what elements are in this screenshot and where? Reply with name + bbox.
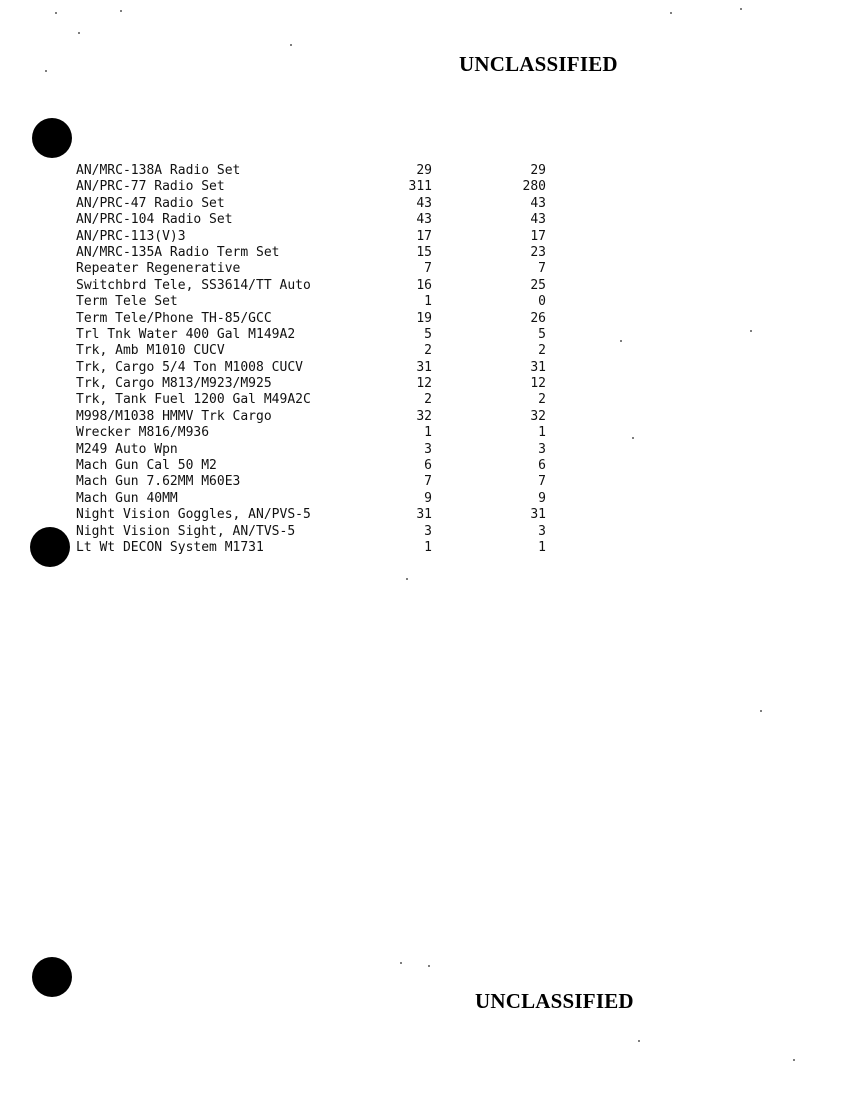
quantity-first: 12 (416, 376, 432, 392)
list-item (76, 524, 556, 540)
quantity-second: 17 (530, 228, 546, 244)
list-item (76, 311, 556, 327)
quantity-second: 280 (522, 179, 546, 195)
quantity-first: 1 (424, 425, 432, 441)
quantity-first: 19 (416, 310, 432, 326)
list-item (76, 491, 556, 507)
list-item (76, 179, 556, 195)
list-item (76, 196, 556, 212)
quantity-first: 16 (416, 277, 432, 293)
item-name: Wrecker M816/M936 (76, 425, 210, 441)
quantity-first: 7 (424, 474, 432, 490)
list-item (76, 212, 556, 228)
list-item (76, 327, 556, 343)
quantity-first: 17 (416, 228, 432, 244)
scan-speck (120, 10, 122, 12)
scan-speck (670, 12, 672, 14)
equipment-list (76, 163, 556, 556)
quantity-second: 1 (538, 539, 546, 555)
scan-speck (55, 12, 57, 14)
classification-marking-top: UNCLASSIFIED (459, 52, 618, 76)
quantity-second: 3 (538, 441, 546, 457)
list-item (76, 376, 556, 392)
list-item (76, 294, 556, 310)
item-name: Night Vision Sight, AN/TVS-5 (76, 523, 296, 539)
scan-speck (406, 578, 408, 580)
quantity-first: 3 (424, 441, 432, 457)
quantity-second: 12 (530, 376, 546, 392)
quantity-first: 2 (424, 392, 432, 408)
punch-hole-top (32, 118, 72, 158)
quantity-second: 31 (530, 359, 546, 375)
quantity-second: 43 (530, 212, 546, 228)
quantity-first: 2 (424, 343, 432, 359)
quantity-first: 29 (416, 163, 432, 178)
scan-speck (290, 44, 292, 46)
quantity-second: 31 (530, 507, 546, 523)
item-name: Trl Tnk Water 400 Gal M149A2 (76, 326, 296, 342)
quantity-second: 7 (538, 261, 546, 277)
scan-speck (793, 1059, 795, 1061)
list-item (76, 474, 556, 490)
quantity-first: 1 (424, 539, 432, 555)
item-name: Mach Gun Cal 50 M2 (76, 458, 217, 474)
item-name: Night Vision Goggles, AN/PVS-5 (76, 507, 311, 523)
scan-speck (45, 70, 47, 72)
quantity-second: 1 (538, 425, 546, 441)
quantity-first: 31 (416, 507, 432, 523)
quantity-second: 32 (530, 408, 546, 424)
punch-hole-middle (30, 527, 70, 567)
list-item (76, 442, 556, 458)
item-name: Trk, Cargo 5/4 Ton M1008 CUCV (76, 359, 303, 375)
item-name: AN/PRC-104 Radio Set (76, 212, 233, 228)
list-item (76, 245, 556, 261)
item-name: Trk, Tank Fuel 1200 Gal M49A2C (76, 392, 311, 408)
scan-speck (638, 1040, 640, 1042)
quantity-second: 2 (538, 343, 546, 359)
item-name: Term Tele Set (76, 294, 178, 310)
quantity-second: 0 (538, 294, 546, 310)
list-item (76, 392, 556, 408)
scan-speck (760, 710, 762, 712)
item-name: AN/PRC-77 Radio Set (76, 179, 225, 195)
scan-speck (78, 32, 80, 34)
list-item (76, 163, 556, 179)
list-item (76, 458, 556, 474)
item-name: M249 Auto Wpn (76, 441, 178, 457)
quantity-first: 1 (424, 294, 432, 310)
item-name: Repeater Regenerative (76, 261, 241, 277)
quantity-first: 5 (424, 326, 432, 342)
scan-speck (620, 340, 622, 342)
scan-speck (428, 965, 430, 967)
quantity-second: 26 (530, 310, 546, 326)
item-name: AN/MRC-135A Radio Term Set (76, 244, 280, 260)
scan-speck (750, 330, 752, 332)
list-item (76, 507, 556, 523)
quantity-first: 7 (424, 261, 432, 277)
quantity-second: 3 (538, 523, 546, 539)
item-name: M998/M1038 HMMV Trk Cargo (76, 408, 272, 424)
list-item (76, 540, 556, 556)
quantity-first: 43 (416, 212, 432, 228)
item-name: Trk, Amb M1010 CUCV (76, 343, 225, 359)
quantity-second: 43 (530, 195, 546, 211)
quantity-second: 2 (538, 392, 546, 408)
list-item (76, 229, 556, 245)
list-item (76, 360, 556, 376)
item-name: Mach Gun 40MM (76, 490, 178, 506)
quantity-second: 23 (530, 244, 546, 260)
item-name: Switchbrd Tele, SS3614/TT Auto (76, 277, 311, 293)
item-name: Mach Gun 7.62MM M60E3 (76, 474, 241, 490)
quantity-second: 9 (538, 490, 546, 506)
list-item (76, 409, 556, 425)
list-item (76, 343, 556, 359)
scan-speck (740, 8, 742, 10)
quantity-second: 6 (538, 458, 546, 474)
quantity-first: 15 (416, 244, 432, 260)
scan-speck (400, 962, 402, 964)
quantity-first: 43 (416, 195, 432, 211)
scan-speck (632, 437, 634, 439)
quantity-first: 3 (424, 523, 432, 539)
item-name: AN/MRC-138A Radio Set (76, 163, 241, 178)
quantity-second: 25 (530, 277, 546, 293)
quantity-first: 31 (416, 359, 432, 375)
list-item (76, 261, 556, 277)
punch-hole-bottom (32, 957, 72, 997)
classification-marking-bottom: UNCLASSIFIED (475, 989, 634, 1013)
quantity-first: 6 (424, 458, 432, 474)
quantity-first: 32 (416, 408, 432, 424)
item-name: Lt Wt DECON System M1731 (76, 539, 264, 555)
item-name: AN/PRC-47 Radio Set (76, 195, 225, 211)
quantity-second: 29 (530, 163, 546, 178)
list-item (76, 278, 556, 294)
list-item (76, 425, 556, 441)
item-name: AN/PRC-113(V)3 (76, 228, 186, 244)
item-name: Trk, Cargo M813/M923/M925 (76, 376, 272, 392)
quantity-first: 9 (424, 490, 432, 506)
quantity-first: 311 (408, 179, 432, 195)
item-name: Term Tele/Phone TH-85/GCC (76, 310, 272, 326)
quantity-second: 7 (538, 474, 546, 490)
quantity-second: 5 (538, 326, 546, 342)
